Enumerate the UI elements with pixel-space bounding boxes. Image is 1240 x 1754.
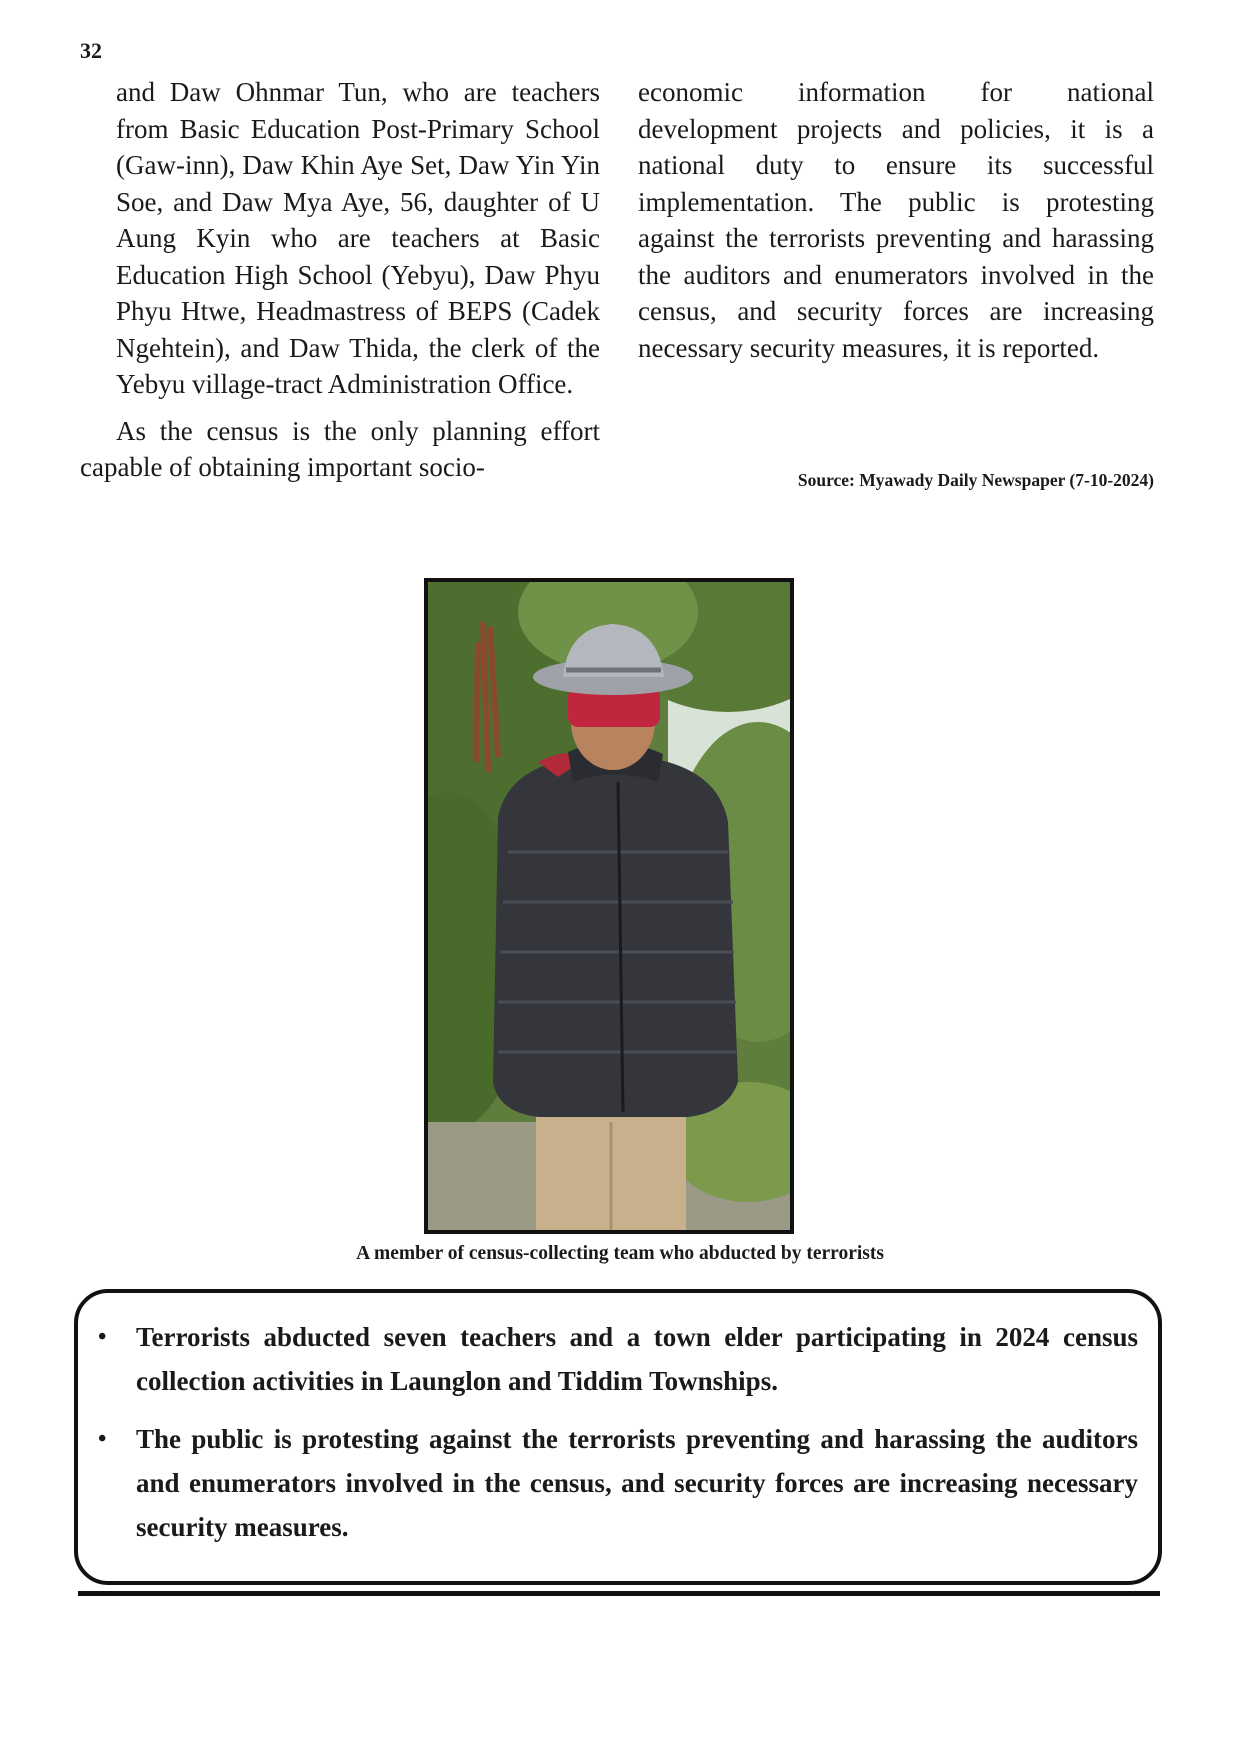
left-paragraph-1: and Daw Ohnmar Tun, who are teachers from Basic Education Post-Primary School (Gaw-inn), Daw Khin Aye Set, Daw Yin Yin Soe, and Daw Mya Aye, 56, daughter of U Aung Kyin who are teachers at Basic Education High School (Yebyu), Daw Phyu Phyu Htwe, Headmastress of BEPS (Cadek Ngehtein), and Daw Thida, the clerk of the Yebyu village-tract Administration Office. [116, 77, 600, 399]
bottom-rule [78, 1591, 1160, 1596]
summary-item [78, 1417, 1138, 1549]
summary-item [78, 1315, 1138, 1403]
news-photo [424, 578, 794, 1234]
photo-caption: A member of census-collecting team who abducted by terrorists [356, 1243, 884, 1264]
bullet-icon: • [98, 1324, 107, 1350]
summary-item-text: The public is protesting against the terrorists preventing and harassing the auditors and enumerators involved in the census, and security forces are increasing necessary security measures. [136, 1424, 1138, 1542]
photo-illustration [428, 582, 790, 1230]
summary-item-text: Terrorists abducted seven teachers and a town elder participating in 2024 census collection activities in Launglon and Tiddim Townships. [136, 1322, 1138, 1396]
bullet-icon: • [98, 1426, 107, 1452]
page-number: 32 [80, 38, 102, 63]
left-paragraph-2: As the census is the only planning effort capable of obtaining important socio- [80, 415, 600, 482]
left-column [80, 74, 600, 486]
summary-list [78, 1315, 1138, 1549]
source-citation: Source: Myawady Daily Newspaper (7-10-2024) [797, 470, 1154, 490]
right-column [638, 74, 1154, 366]
summary-box [74, 1289, 1162, 1585]
right-paragraph-1: economic information for national development projects and policies, it is a national duty to ensure its successful implementation. The public is protesting against the terrorists preventing and harassing the auditors and enumerators involved in the census, and security forces are increasing necessary security measures, it is reported. [638, 77, 1154, 363]
